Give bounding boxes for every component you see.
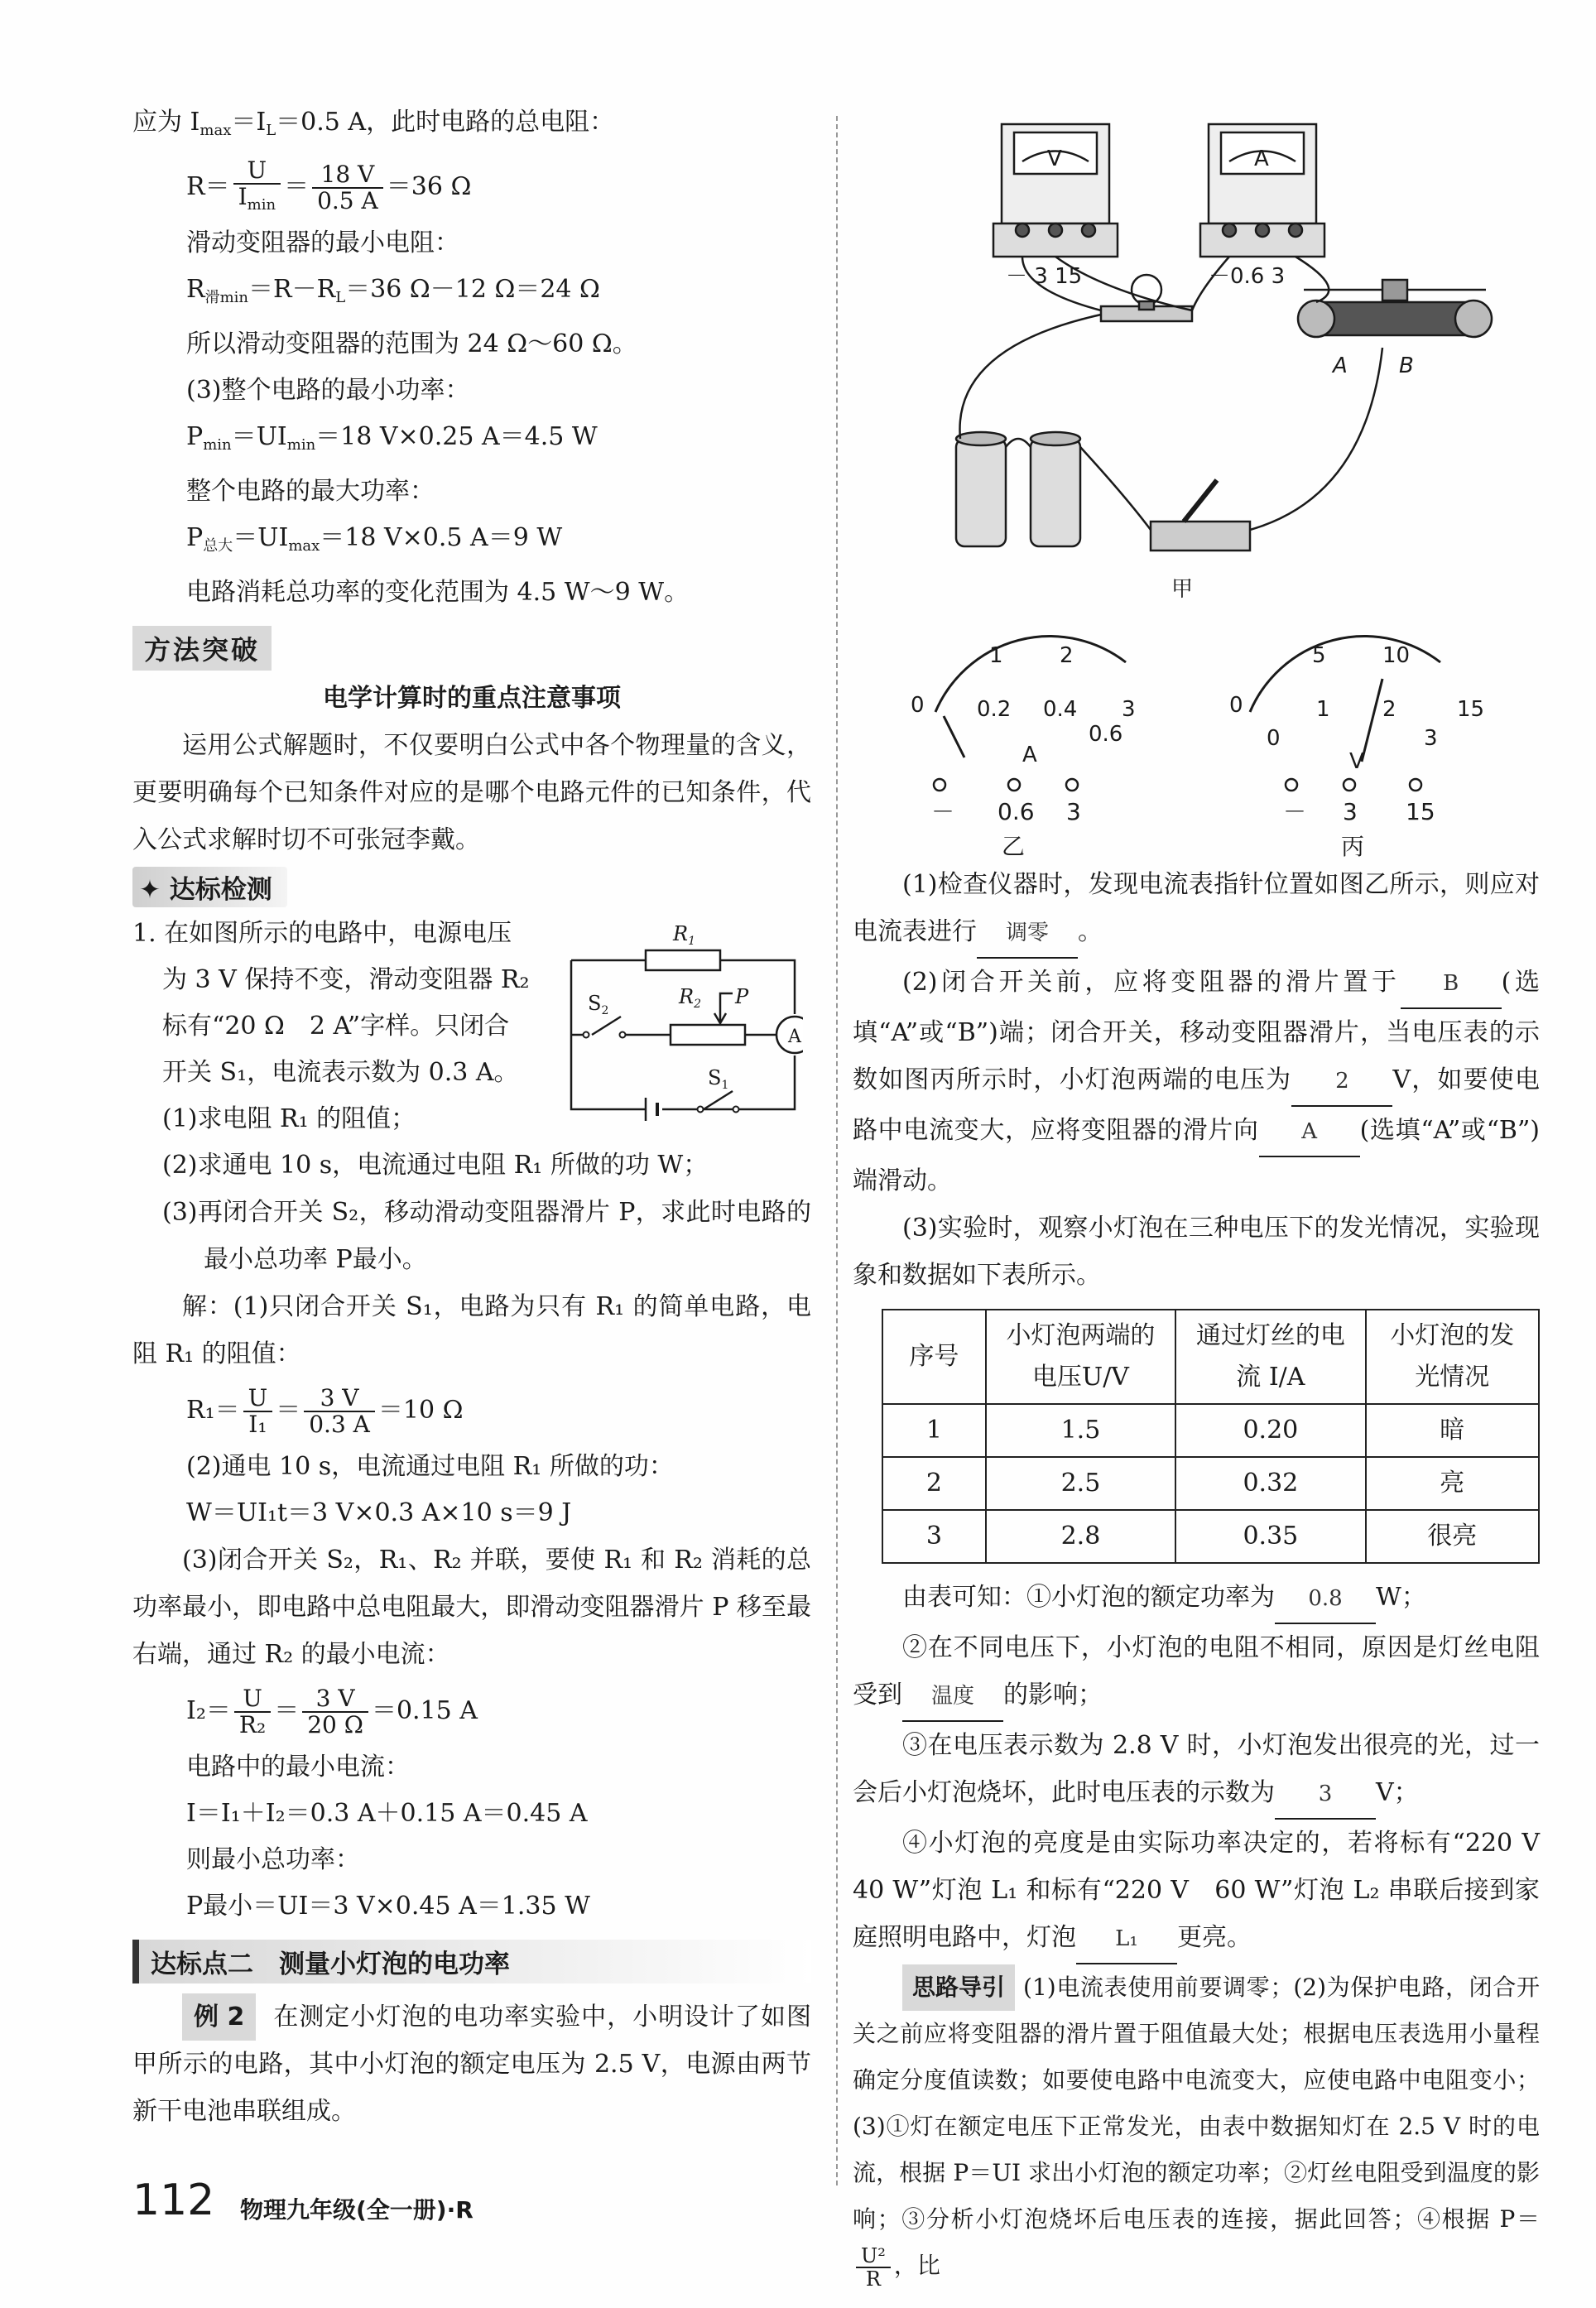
- q1-line: 1. 在如图所示的电路中，电源电压: [132, 919, 512, 948]
- conclusion-1: 由表可知：①小灯泡的额定功率为 0.8 W；: [853, 1574, 1540, 1624]
- dial-tick-label: 1: [1316, 697, 1330, 722]
- s1-contact: [733, 1107, 739, 1113]
- solution-2: (2)通电 10 s，电流通过电阻 R₁ 所做的功：: [186, 1452, 674, 1481]
- thinking-guide: 思路导引 (1)电流表使用前要调零；(2)为保护电路，闭合开关之前应将变阻器的滑片置于阻值最大处；根据电压表选用小量程确定分度值读数；如要使电路中电流变大，应使电路中电阻变小；(3)①灯在额定电压下正常发光，由表中数据知灯在 2.5 V 时的电流，根据 P＝UI 求出小灯泡的额定功率；②灯丝电阻受到温度的影响；③分析小灯泡烧坏后电压表的连接，据此回答；④根据 P＝ $\frac{\text{U²}}{R}$ ，比: [853, 1964, 1540, 2290]
- q1-line: 标有“20 Ω 2 A”字样。只闭合: [162, 1012, 510, 1041]
- table-cell: 1: [882, 1404, 986, 1457]
- table-header: 序号: [882, 1310, 986, 1404]
- right-column: [853, 99, 1565, 2291]
- eq-i: I＝I₁＋I₂＝0.3 A＋0.15 A＝0.45 A: [186, 1799, 588, 1828]
- s2-contact: [620, 1032, 626, 1038]
- dial-unit: V: [1349, 749, 1364, 770]
- table-header-row: [882, 1310, 1539, 1404]
- answer-blank: 2: [1291, 1058, 1392, 1107]
- voltmeter-needle: [1362, 679, 1382, 762]
- table-row: [882, 1404, 1539, 1457]
- rheostat: [1298, 280, 1492, 337]
- answer-blank: L₁: [1076, 1916, 1177, 1964]
- table-cell: 0.32: [1175, 1457, 1365, 1510]
- q1-line: 为 3 V 保持不变，滑动变阻器 R₂: [162, 965, 530, 994]
- ammeter-terminals: －0.6 3: [1209, 264, 1286, 289]
- dial-tick-label: 0.4: [1043, 697, 1078, 722]
- question-part-1: (1)检查仪器时，发现电流表指针位置如图乙所示，则应对电流表进行 调零 。: [853, 861, 1540, 959]
- label-p: P: [735, 985, 749, 1008]
- label-s2: $S_2$: [588, 992, 609, 1017]
- figure-label-yi: 乙: [1002, 833, 1026, 860]
- label-r2: $R_2$: [679, 985, 701, 1011]
- ammeter: [1200, 124, 1324, 257]
- ammeter-dial: [911, 637, 1136, 767]
- knowledge-point-2-title: 达标点二 测量小灯泡的电功率: [132, 1940, 811, 1983]
- voltmeter: [993, 124, 1118, 257]
- terminal-label: 3: [1343, 798, 1358, 825]
- dial-tick-label: 0.6: [1089, 722, 1123, 747]
- terminal-label: －: [931, 798, 955, 825]
- question-1: [132, 911, 811, 1142]
- left-column: [132, 99, 811, 2135]
- table-header: 小灯泡的发光情况: [1366, 1310, 1539, 1404]
- answer-blank: 3: [1275, 1771, 1376, 1820]
- imin-label: 电路中的最小电流：: [186, 1753, 410, 1781]
- book-title: 物理九年级(全一册)·R: [240, 2196, 474, 2224]
- column-divider: [836, 116, 838, 2185]
- guide-label: 思路导引: [902, 1964, 1015, 2011]
- conclusion-3: ③在电压表示数为 2.8 V 时，小灯泡发出很亮的光，过一会后小灯泡烧坏，此时电压表的示数为 3 V；: [853, 1722, 1540, 1820]
- notes-title: 电学计算时的重点注意事项: [323, 684, 621, 713]
- figure-label-jia: 甲: [1171, 577, 1194, 602]
- eq-rmin: $R_{滑min}=R-R_L=36$ Ω－12 Ω＝24 Ω: [186, 275, 600, 306]
- label-r1: $R_1$: [673, 922, 695, 948]
- dial-tick-label: 0: [1267, 726, 1281, 751]
- voltmeter-dial: [1229, 637, 1484, 770]
- s1-contact: [698, 1107, 704, 1113]
- terminal-label: 15: [1406, 798, 1435, 825]
- dial-unit: A: [1022, 743, 1037, 767]
- q1-part2: (2)求通电 10 s，电流通过电阻 R₁ 所做的功 W；: [162, 1151, 709, 1180]
- dial-tick-label: 0.2: [977, 697, 1012, 722]
- dial-tick-label: 10: [1382, 643, 1411, 668]
- q1-line: (1)求电阻 R₁ 的阻值；: [162, 1104, 416, 1133]
- q1-part3: (3)再闭合开关 S₂，移动滑动变阻器滑片 P，求此时电路的最小总功率 P最小。: [162, 1198, 811, 1274]
- ammeter-needle: [944, 716, 964, 757]
- eq-pmin: $P_{min}=UI_{min}=18$ V×0.25 A＝4.5 W: [186, 422, 598, 454]
- min-resistance-label: 滑动变阻器的最小电阻：: [186, 228, 459, 257]
- method-title: 方法突破: [132, 626, 272, 671]
- answer-blank: B: [1401, 960, 1502, 1009]
- terminal-label: －: [1283, 798, 1307, 825]
- dial-tick-label: 3: [1122, 697, 1136, 722]
- dial-tick-label: 0: [1229, 693, 1243, 718]
- table-cell: 1.5: [986, 1404, 1175, 1457]
- question-part-3: (3)实验时，观察小灯泡在三种电压下的发光情况，实验现象和数据如下表所示。: [853, 1214, 1540, 1290]
- conclusion-4: ④小灯泡的亮度是由实际功率决定的，若将标有“220 V 40 W”灯泡 L₁ 和标有“220 V 60 W”灯泡 L₂ 串联后接到家庭照明电路中，灯泡 L₁ 更亮。: [853, 1820, 1540, 1964]
- dial-tick-label: 3: [1424, 726, 1438, 751]
- dial-tick-label: 2: [1382, 697, 1396, 722]
- eq-i2: I₂＝ $\frac{U}{\text{R₂}}$ ＝ $\frac{3 V}{20 \Omega}$ ＝0.15 A: [186, 1685, 478, 1738]
- q1-line: 开关 S₁，电流表示数为 0.3 A。: [162, 1058, 519, 1087]
- label-ammeter: A: [788, 1027, 801, 1047]
- table-cell: 2: [882, 1457, 986, 1510]
- part3-label: (3)整个电路的最小功率：: [186, 376, 470, 405]
- pmin-label: 则最小总功率：: [186, 1845, 360, 1874]
- answer-blank: A: [1259, 1108, 1360, 1157]
- rheostat-end-b: B: [1399, 353, 1414, 378]
- dial-tick-label: 15: [1457, 697, 1485, 722]
- table-cell: 暗: [1366, 1404, 1539, 1457]
- table-cell: 3: [882, 1510, 986, 1563]
- ammeter-face-label: A: [1254, 147, 1269, 171]
- answer-blank: 温度: [902, 1673, 1003, 1722]
- voltmeter-face-label: V: [1047, 147, 1062, 171]
- table-cell: 0.20: [1175, 1404, 1365, 1457]
- dial-tick-label: 2: [1060, 643, 1074, 668]
- eq-pmax: $P_{总大}=UI_{max}=18$ V×0.5 A＝9 W: [186, 523, 563, 555]
- battery-pack: [956, 432, 1080, 546]
- pmax-label: 整个电路的最大功率：: [186, 477, 435, 506]
- power-range-text: 电路消耗总功率的变化范围为 4.5 W～9 W。: [186, 578, 690, 607]
- table-row: [882, 1510, 1539, 1563]
- check-title: ✦ 达标检测: [132, 867, 287, 907]
- rheostat-end-a: A: [1333, 353, 1348, 378]
- solution-3: (3)闭合开关 S₂，R₁、R₂ 并联，要使 R₁ 和 R₂ 消耗的总功率最小，即电路中总电阻最大，即滑动变阻器滑片 P 移至最右端，通过 R₂ 的最小电流：: [132, 1546, 811, 1669]
- eq-total-resistance: R＝ $\frac{U}{I_{min}}$ ＝ $\frac{18 V}{0.5 A}$ ＝36 Ω: [186, 156, 472, 214]
- experiment-figure: [853, 99, 1540, 770]
- dial-tick-label: 0: [911, 693, 925, 718]
- range-text: 所以滑动变阻器的范围为 24 Ω～60 Ω。: [186, 329, 637, 358]
- knife-switch: [1151, 480, 1250, 551]
- answer-blank: 调零: [977, 910, 1078, 959]
- page-number: 112: [132, 2176, 215, 2225]
- question-part-2: (2)闭合开关前，应将变阻器的滑片置于 B (选填“A”或“B”)端；闭合开关，移动变阻器滑片，当电压表的示数如图丙所示时，小灯泡两端的电压为 2 V，如要使电路中电流变大，应将变阻器的滑片向 A (选填“A”或“B”)端滑动。: [853, 959, 1540, 1204]
- data-table: [882, 1309, 1540, 1564]
- table-header: 小灯泡两端的电压U/V: [986, 1310, 1175, 1404]
- table-cell: 很亮: [1366, 1510, 1539, 1563]
- table-header: 通过灯丝的电流 I/A: [1175, 1310, 1365, 1404]
- voltmeter-terminals: － 3 15: [1006, 264, 1083, 289]
- terminal-label: 0.6: [997, 798, 1035, 825]
- dial-tick-label: 5: [1312, 643, 1326, 668]
- table-row: [882, 1457, 1539, 1510]
- table-cell: 2.8: [986, 1510, 1175, 1563]
- notes-body: 运用公式解题时，不仅要明白公式中各个物理量的含义，更要明确每个已知条件对应的是哪个电路元件的已知条件，代入公式求解时切不可张冠李戴。: [132, 731, 811, 854]
- figure-label-bing: 丙: [1341, 833, 1365, 860]
- dial-tick-label: 1: [989, 643, 1003, 668]
- s2-contact: [584, 1032, 589, 1038]
- answer-blank: 0.8: [1275, 1575, 1376, 1624]
- eq-work: W＝UI₁t＝3 V×0.3 A×10 s＝9 J: [186, 1498, 572, 1527]
- table-cell: 0.35: [1175, 1510, 1365, 1563]
- terminal-label: 3: [1066, 798, 1081, 825]
- eq-pfinal: P最小＝UI＝3 V×0.45 A＝1.35 W: [186, 1892, 590, 1921]
- imax-line: 应为 $I_{max}=I_L=0.5$ A，此时电路的总电阻：: [132, 108, 615, 139]
- table-cell: 2.5: [986, 1457, 1175, 1510]
- dial-terminals: [853, 770, 1540, 861]
- conclusion-2: ②在不同电压下，小灯泡的电阻不相同，原因是灯丝电阻受到 温度 的影响；: [853, 1624, 1540, 1722]
- example-label: 例 2: [182, 1993, 256, 2041]
- eq-r1: R₁＝ $\frac{U}{\text{I₁}}$ ＝ $\frac{3 V}{0.3 A}$ ＝10 Ω: [186, 1384, 464, 1438]
- example-2: 例 2 在测定小灯泡的电功率实验中，小明设计了如图甲所示的电路，其中小灯泡的额定电压为 2.5 V，电源由两节新干电池串联组成。: [132, 1993, 811, 2135]
- circuit-diagram-1: [555, 911, 803, 1126]
- table-cell: 亮: [1366, 1457, 1539, 1510]
- solution-1: 解：(1)只闭合开关 S₁，电路为只有 R₁ 的简单电路，电阻 R₁ 的阻值：: [132, 1292, 811, 1368]
- label-s1: $S_1$: [708, 1066, 729, 1092]
